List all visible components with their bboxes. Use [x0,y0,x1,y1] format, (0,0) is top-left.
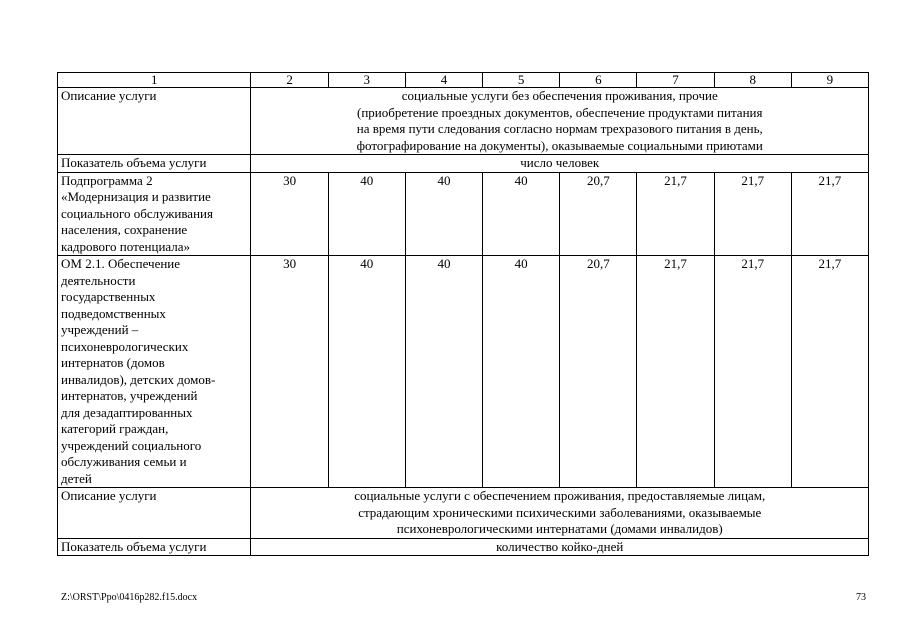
header-cell: 1 [58,73,251,88]
value-cell: 40 [328,256,405,488]
row-description: количество койко-дней [251,538,869,556]
header-cell: 9 [791,73,868,88]
value-cell: 21,7 [714,256,791,488]
data-table [57,72,869,556]
table-body [58,73,869,556]
row-label: ОМ 2.1. Обеспечение деятельности государственных подведомственных учреждений – психоневрологических интернатов (домов инвалидов), детских домов- интернатов, учреждений для дезадаптированных категорий граждан, учреждений социального обслуживания семьи и детей [58,256,251,488]
row-label: Показатель объема услуги [58,538,251,556]
header-cell: 4 [405,73,482,88]
row-label: Описание услуги [58,488,251,539]
header-cell: 6 [560,73,637,88]
header-cell: 7 [637,73,714,88]
table-row-span [58,488,869,539]
value-cell: 40 [328,172,405,256]
header-row [58,73,869,88]
row-description: социальные услуги без обеспечения проживания, прочие (приобретение проездных документов, обеспечение продуктами питания на время пути следования согласно нормам трехразового питания в день, фотографирование на документы), оказываемые социальными приютами [251,88,869,155]
header-cell: 3 [328,73,405,88]
value-cell: 21,7 [637,256,714,488]
value-cell: 30 [251,256,328,488]
value-cell: 30 [251,172,328,256]
row-description: число человек [251,155,869,173]
row-description: социальные услуги с обеспечением проживания, предоставляемые лицам, страдающим хроническими психическими заболеваниями, оказываемые психоневрологическими интернатами (домами инвалидов) [251,488,869,539]
table-row [58,256,869,488]
value-cell: 21,7 [791,256,868,488]
table-row-span [58,88,869,155]
value-cell: 21,7 [637,172,714,256]
header-cell: 8 [714,73,791,88]
value-cell: 20,7 [560,256,637,488]
table-row-span [58,155,869,173]
value-cell: 20,7 [560,172,637,256]
row-label: Подпрограмма 2 «Модернизация и развитие социального обслуживания населения, сохранение кадрового потенциала» [58,172,251,256]
value-cell: 40 [405,256,482,488]
row-label: Описание услуги [58,88,251,155]
value-cell: 21,7 [791,172,868,256]
row-label: Показатель объема услуги [58,155,251,173]
table-row-span [58,538,869,556]
footer-page-number: 73 [856,592,866,603]
header-cell: 5 [483,73,560,88]
value-cell: 40 [405,172,482,256]
value-cell: 21,7 [714,172,791,256]
header-cell: 2 [251,73,328,88]
value-cell: 40 [483,172,560,256]
footer-file-path: Z:\ORST\Ppo\0416p282.f15.docx [61,592,198,603]
value-cell: 40 [483,256,560,488]
table-row [58,172,869,256]
